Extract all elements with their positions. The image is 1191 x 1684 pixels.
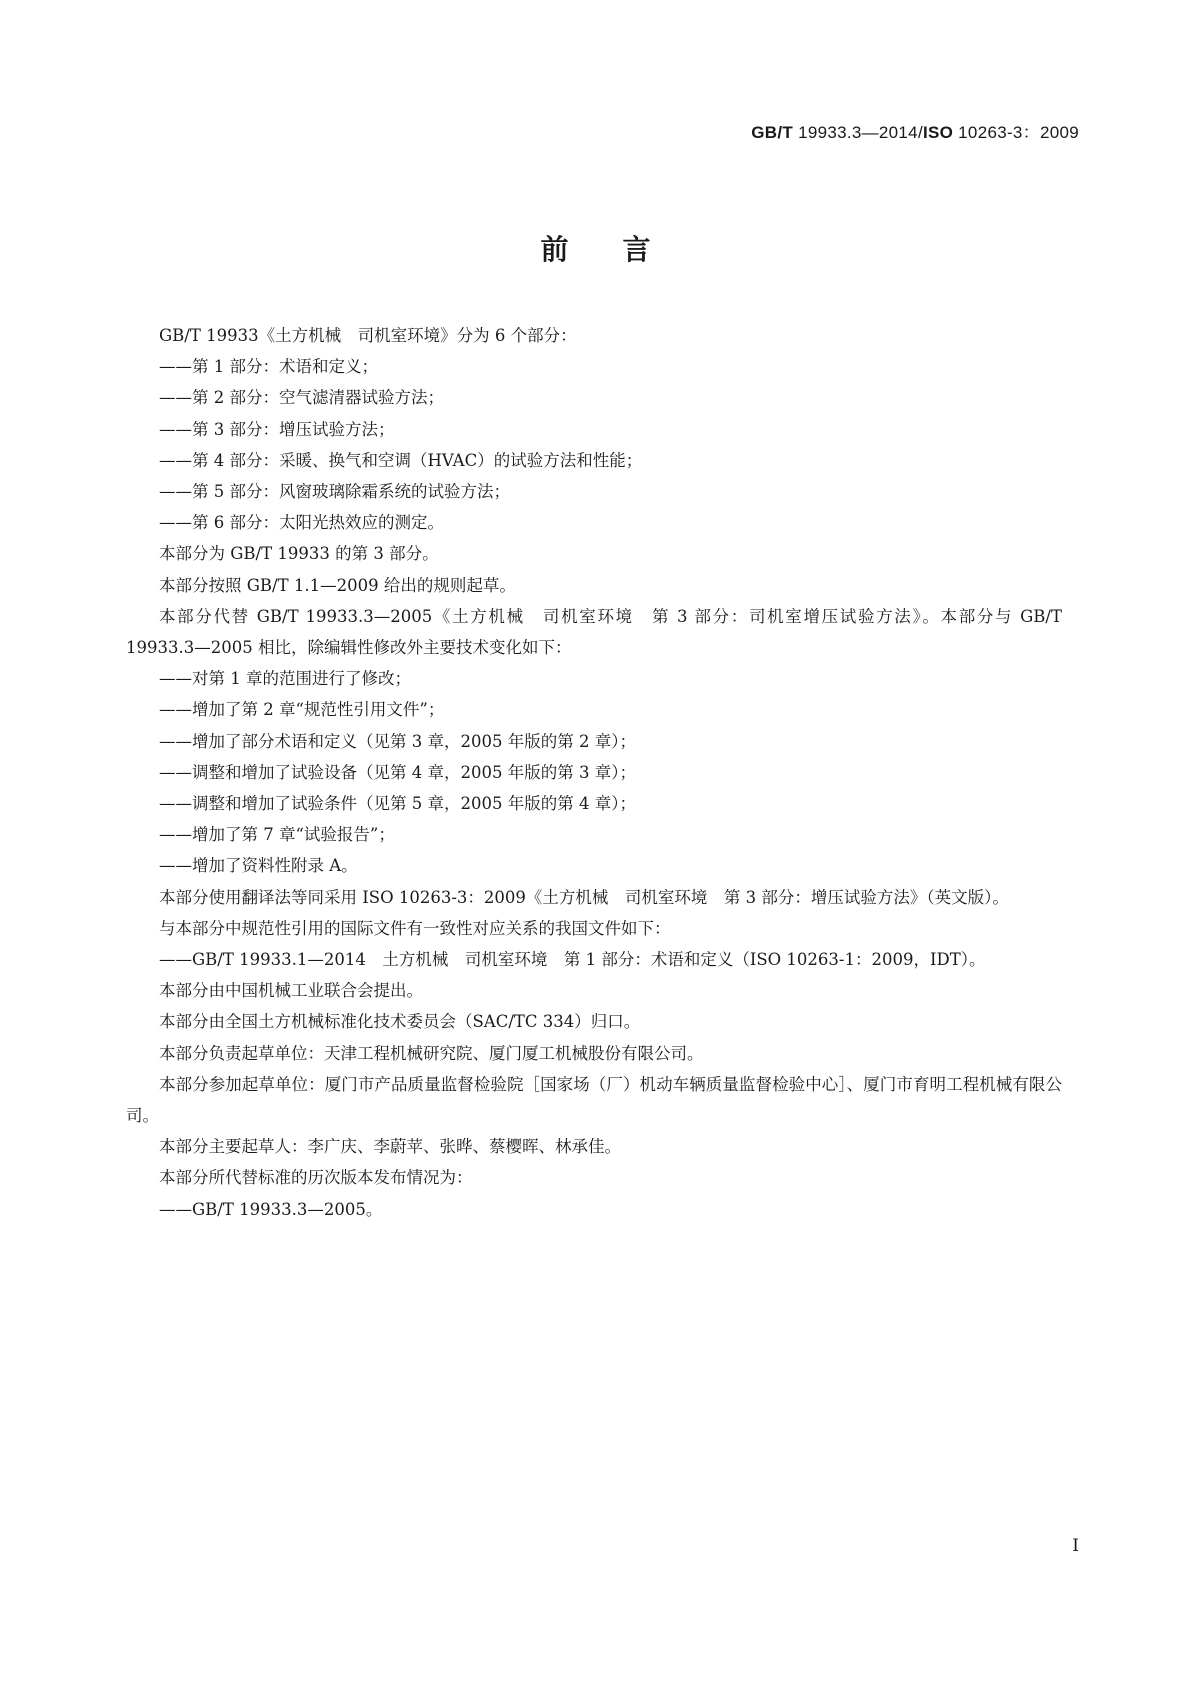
list-item: ——第 6 部分：太阳光热效应的测定。	[159, 513, 444, 533]
list-item: ——增加了第 7 章“试验报告”；	[159, 825, 395, 845]
paragraph: 本部分由中国机械工业联合会提出。	[159, 981, 423, 1001]
header-std-prefix: GB/T	[751, 123, 794, 142]
list-item: ——第 1 部分：术语和定义；	[159, 357, 378, 377]
paragraph: 本部分由全国土方机械标准化技术委员会（SAC/TC 334）归口。	[159, 1012, 641, 1032]
list-item: ——第 4 部分：采暖、换气和空调（HVAC）的试验方法和性能；	[159, 450, 643, 470]
header-std-number: 19933.3—2014/	[793, 123, 923, 142]
paragraph: 本部分所代替标准的历次版本发布情况为：	[159, 1168, 473, 1188]
standard-header	[751, 118, 1079, 143]
paragraph: 本部分负责起草单位：天津工程机械研究院、厦门厦工机械股份有限公司。	[159, 1043, 704, 1063]
header-iso-prefix: ISO	[922, 123, 954, 142]
page-title: 前言	[540, 233, 705, 266]
paragraph: 本部分参加起草单位：厦门市产品质量监督检验院［国家场（厂）机动车辆质量监督检验中心］、厦门市育明工程机械有限公司。	[126, 1074, 1062, 1126]
list-item: ——增加了部分术语和定义（见第 3 章，2005 年版的第 2 章）；	[159, 731, 636, 751]
list-item: ——调整和增加了试验条件（见第 5 章，2005 年版的第 4 章）；	[159, 794, 636, 814]
paragraph: 本部分代替 GB/T 19933.3—2005《土方机械 司机室环境 第 3 部分：司机室增压试验方法》。本部分与 GB/T 19933.3—2005 相比，除编辑性修改外主要技术变化如下：	[126, 606, 1062, 658]
paragraph: 本部分按照 GB/T 1.1—2009 给出的规则起草。	[159, 575, 516, 595]
list-item: ——第 3 部分：增压试验方法；	[159, 419, 395, 439]
list-item: ——调整和增加了试验设备（见第 4 章，2005 年版的第 3 章）；	[159, 762, 636, 782]
paragraph: 本部分为 GB/T 19933 的第 3 部分。	[159, 544, 439, 564]
list-item: ——增加了资料性附录 A。	[159, 856, 358, 876]
list-item: ——对第 1 章的范围进行了修改；	[159, 669, 411, 689]
paragraph: 本部分使用翻译法等同采用 ISO 10263-3：2009《土方机械 司机室环境 第 3 部分：增压试验方法》（英文版）。	[159, 887, 1009, 907]
intro-paragraph: GB/T 19933《土方机械 司机室环境》分为 6 个部分：	[159, 326, 577, 345]
page-number: I	[1072, 1536, 1079, 1556]
list-item: ——第 2 部分：空气滤清器试验方法；	[159, 388, 444, 408]
list-item: ——GB/T 19933.1—2014 土方机械 司机室环境 第 1 部分：术语和定义（ISO 10263-1：2009，IDT）。	[159, 950, 986, 970]
paragraph: 与本部分中规范性引用的国际文件有一致性对应关系的我国文件如下：	[159, 918, 671, 938]
list-item: ——增加了第 2 章“规范性引用文件”；	[159, 700, 445, 720]
paragraph: 本部分主要起草人：李广庆、李蔚苹、张晔、蔡樱晖、林承佳。	[159, 1137, 621, 1157]
foreword-body	[126, 320, 1062, 1225]
header-iso-number: 10263-3：2009	[953, 123, 1079, 142]
list-item: ——GB/T 19933.3—2005。	[159, 1199, 383, 1219]
list-item: ——第 5 部分：风窗玻璃除霜系统的试验方法；	[159, 482, 510, 502]
